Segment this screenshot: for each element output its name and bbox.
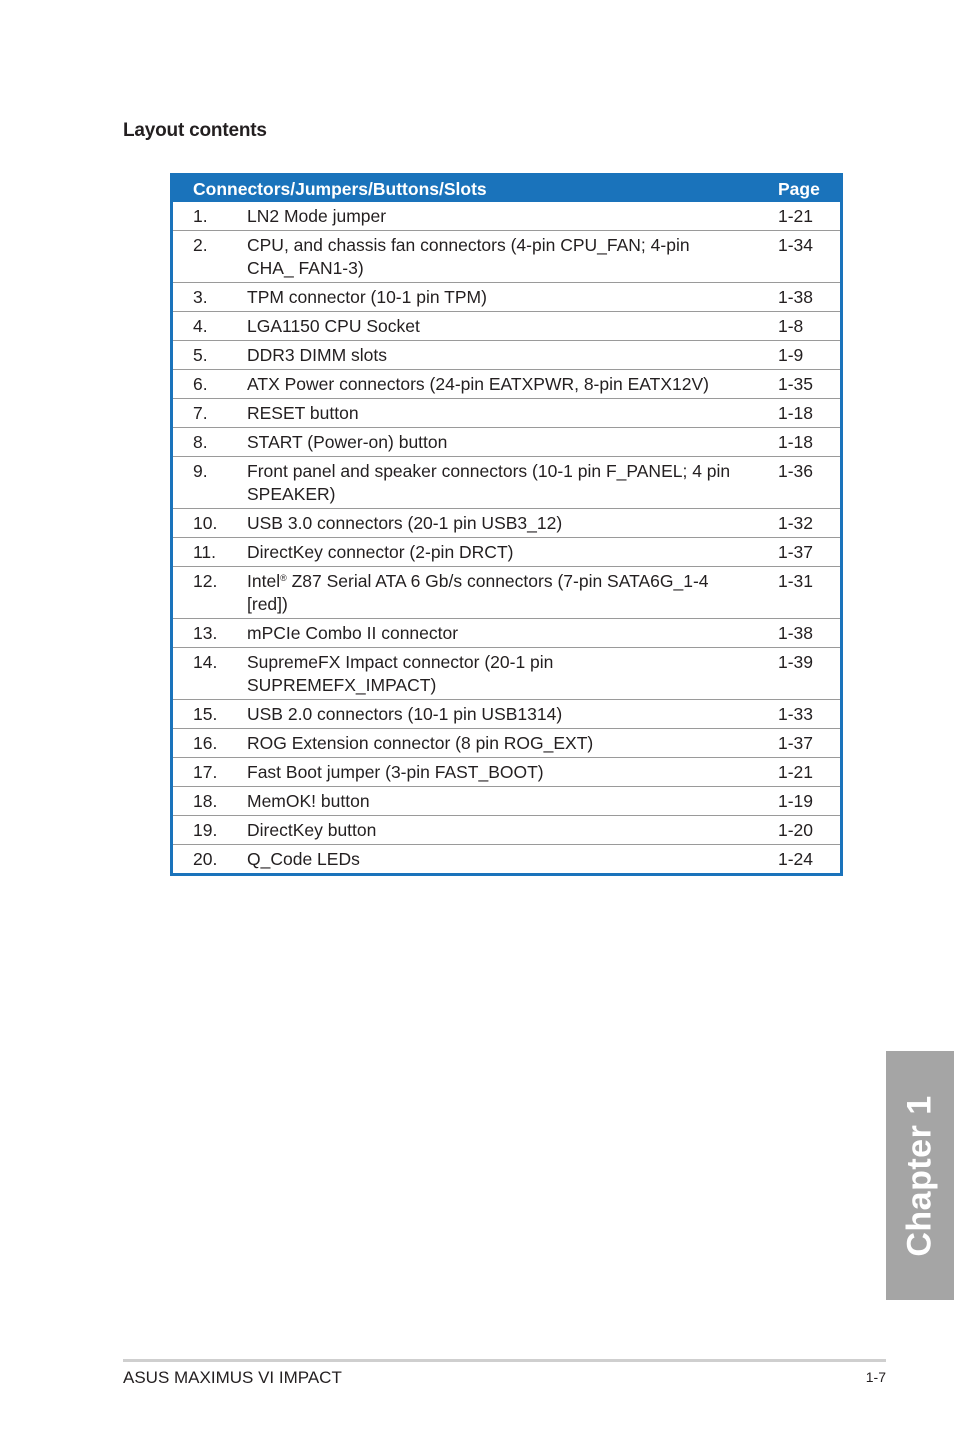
row-page: 1-36: [778, 457, 840, 509]
table-row: [173, 312, 840, 341]
table-row: [173, 567, 840, 619]
chapter-tab: [886, 1051, 954, 1300]
header-description: Connectors/Jumpers/Buttons/Slots: [173, 176, 778, 202]
table-row: [173, 648, 840, 700]
row-number: 19.: [173, 816, 247, 845]
row-page: 1-33: [778, 700, 840, 729]
row-page: 1-24: [778, 845, 840, 874]
row-page: 1-8: [778, 312, 840, 341]
row-page: 1-37: [778, 729, 840, 758]
table-row: [173, 370, 840, 399]
row-description: DirectKey button: [247, 816, 778, 845]
row-page: 1-34: [778, 231, 840, 283]
row-description: DDR3 DIMM slots: [247, 341, 778, 370]
table-header-row: [173, 176, 840, 202]
row-description: RESET button: [247, 399, 778, 428]
row-page: 1-21: [778, 206, 814, 226]
header-page: Page: [778, 176, 840, 202]
row-number: 13.: [173, 619, 247, 648]
row-description: mPCIe Combo II connector: [247, 619, 778, 648]
table-row: [173, 729, 840, 758]
row-description: [247, 567, 778, 619]
row-page: 1-38: [778, 619, 840, 648]
table-row: [173, 509, 840, 538]
row-number: 20.: [173, 845, 247, 874]
row-number: 17.: [173, 758, 247, 787]
row-page: 1-18: [778, 428, 840, 457]
row-number: 9.: [173, 457, 247, 509]
layout-contents-table: [170, 173, 843, 876]
table-row: [173, 816, 840, 845]
row-description: USB 3.0 connectors (20-1 pin USB3_12): [247, 509, 778, 538]
row-description: DirectKey connector (2-pin DRCT): [247, 538, 778, 567]
table-row: [173, 283, 840, 312]
table-row: [173, 457, 840, 509]
table-row: [173, 341, 840, 370]
row-description: Front panel and speaker connectors (10-1 pin F_PANEL; 4 pin SPEAKER): [247, 457, 778, 509]
row-description: Fast Boot jumper (3-pin FAST_BOOT): [247, 758, 778, 787]
table-row: [173, 758, 840, 787]
table-row: [173, 619, 840, 648]
row-page: 1-19: [778, 787, 840, 816]
row-description: ATX Power connectors (24-pin EATXPWR, 8-pin EATX12V): [247, 370, 778, 399]
table-row: [173, 700, 840, 729]
registered-mark: ®: [280, 573, 287, 583]
table-row: [173, 231, 840, 283]
row-number: 6.: [173, 370, 247, 399]
row-description: SupremeFX Impact connector (20-1 pin SUPREMEFX_IMPACT): [247, 648, 778, 700]
row-description: TPM connector (10-1 pin TPM): [247, 283, 778, 312]
row-description: START (Power-on) button: [247, 428, 778, 457]
row-number: 12.: [173, 567, 247, 619]
row-number: 3.: [173, 283, 247, 312]
row-number: 18.: [173, 787, 247, 816]
footer-product-name: ASUS MAXIMUS VI IMPACT: [123, 1368, 342, 1387]
row-number: 15.: [173, 700, 247, 729]
row-description: USB 2.0 connectors (10-1 pin USB1314): [247, 700, 778, 729]
row-number: 11.: [173, 538, 247, 567]
row-description: LN2 Mode jumper: [247, 206, 387, 226]
footer-page-number: 1-7: [865, 1369, 886, 1385]
row-page: 1-39: [778, 648, 840, 700]
section-heading: Layout contents: [123, 120, 267, 141]
row-page: 1-37: [778, 538, 840, 567]
row-number: 5.: [173, 341, 247, 370]
row-description: CPU, and chassis fan connectors (4-pin CPU_FAN; 4-pin CHA_ FAN1-3): [247, 231, 778, 283]
row-page: 1-32: [778, 509, 840, 538]
row-description: Q_Code LEDs: [247, 845, 778, 874]
table-row: [173, 787, 840, 816]
footer-divider: [123, 1359, 886, 1362]
row-description: LGA1150 CPU Socket: [247, 312, 778, 341]
row-description: MemOK! button: [247, 787, 778, 816]
row-page: 1-35: [778, 370, 840, 399]
table-row: [173, 399, 840, 428]
row-number: 4.: [173, 312, 247, 341]
row-description: ROG Extension connector (8 pin ROG_EXT): [247, 729, 778, 758]
row-number: 2.: [173, 231, 247, 283]
row-page: 1-31: [778, 567, 840, 619]
row-number: 10.: [173, 509, 247, 538]
table-row: [173, 202, 840, 231]
row-page: 1-21: [778, 758, 840, 787]
row-description-pre: Intel: [247, 571, 281, 591]
row-number: 1.: [193, 206, 208, 226]
row-number: 7.: [173, 399, 247, 428]
table-row: [173, 428, 840, 457]
row-number: 16.: [173, 729, 247, 758]
row-number: 8.: [173, 428, 247, 457]
chapter-label: Chapter 1: [900, 1094, 939, 1257]
row-page: 1-9: [778, 341, 840, 370]
table-row: [173, 845, 840, 874]
row-page: 1-38: [778, 283, 840, 312]
row-number: 14.: [173, 648, 247, 700]
row-page: 1-20: [778, 816, 840, 845]
row-page: 1-18: [778, 399, 840, 428]
row-description-post: Z87 Serial ATA 6 Gb/s connectors (7-pin SATA6G_1-4 [red]): [247, 571, 709, 614]
table-row: [173, 538, 840, 567]
